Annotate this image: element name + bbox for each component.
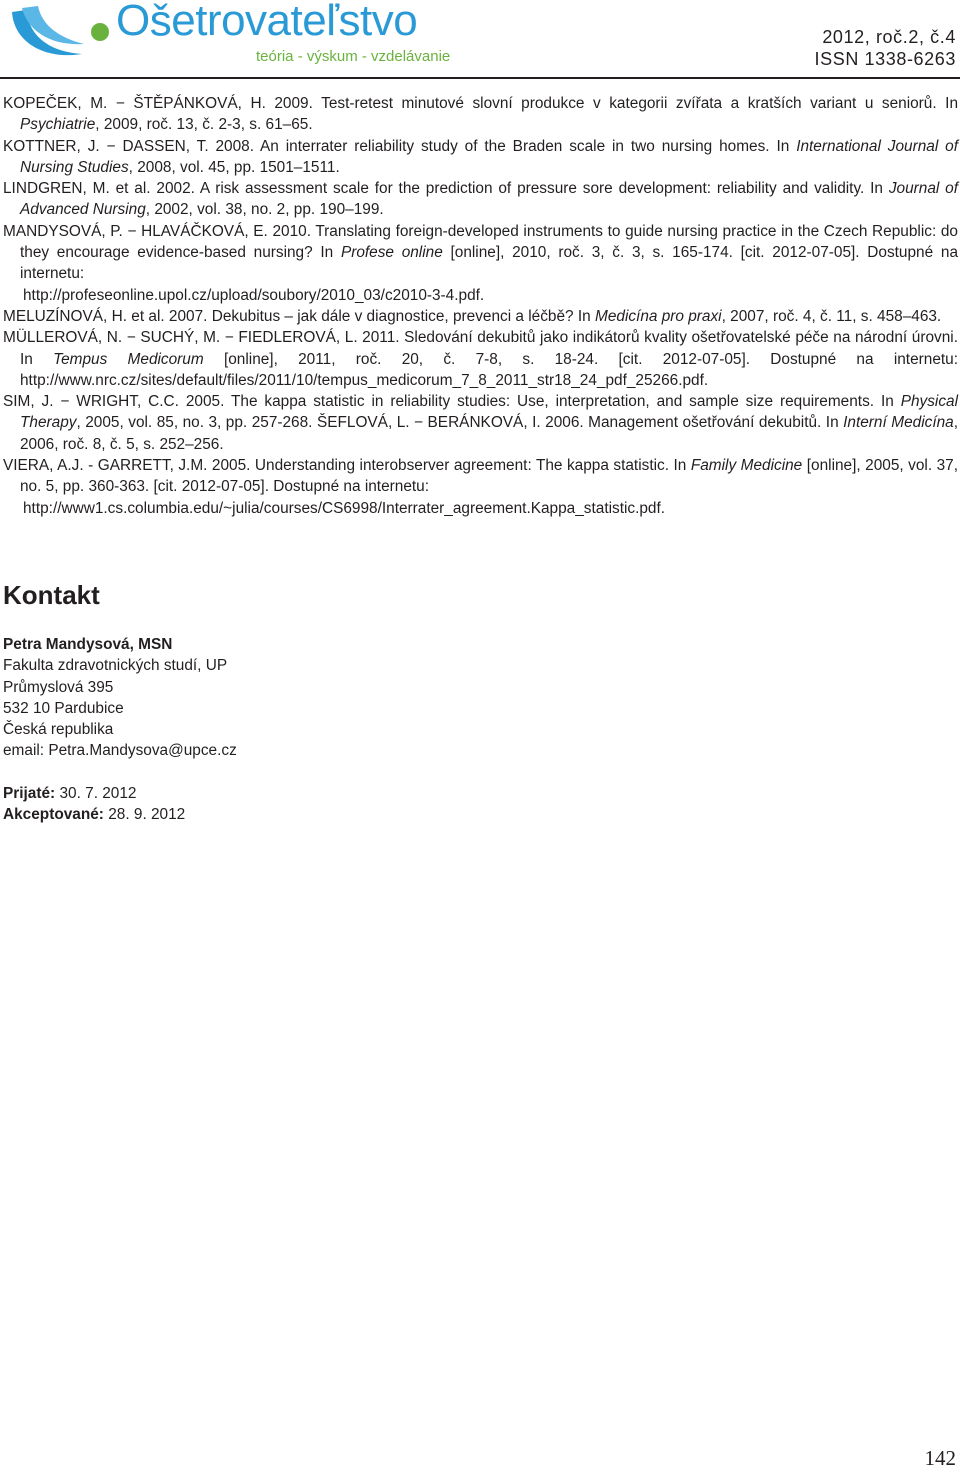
contact-name: Petra Mandysová, MSN: [3, 636, 173, 653]
issue-info: [815, 26, 957, 70]
reference-entry: [3, 178, 958, 221]
received-date: 30. 7. 2012: [55, 785, 137, 802]
reference-source: Profese online: [340, 244, 443, 262]
reference-entry: [3, 327, 958, 391]
accepted-label: Akceptované:: [3, 806, 104, 824]
received-label: Prijaté:: [3, 785, 56, 802]
reference-text: KOTTNER, J. − DASSEN, T. 2008. An interrater reliability study of the Braden scale in two nursing homes. In: [3, 137, 797, 155]
reference-entry: [3, 391, 958, 455]
contact-block: [3, 634, 237, 762]
journal-logo-icon: [4, 2, 114, 62]
reference-text: [online], 2010, roč. 3, č. 3, s. 165-174. [cit. 2012-07-05]. Dostupné na internetu:: [20, 244, 959, 283]
reference-source: International Journal of Nursing Studies: [20, 137, 958, 176]
contact-heading: Kontakt: [3, 580, 100, 610]
reference-text: LINDGREN, M. et al. 2002. A risk assessment scale for the prediction of pressure sore development: reliability and validity. In: [3, 180, 889, 198]
contact-line: 532 10 Pardubice: [3, 699, 124, 717]
reference-source: Family Medicine: [690, 457, 803, 475]
reference-text: MANDYSOVÁ, P. − HLAVÁČKOVÁ, E. 2010. Translating foreign-developed instruments to guide nursing practice in the Czech Republic: do they encourage evidence-based nursing? In: [3, 222, 958, 262]
reference-text: , 2007, roč. 4, č. 11, s. 458–463.: [721, 307, 942, 325]
reference-source: Interní Medicína: [843, 414, 954, 432]
reference-text: , 2009, roč. 13, č. 2-3, s. 61–65.: [95, 116, 313, 134]
reference-list: [3, 93, 958, 519]
reference-text: SIM, J. − WRIGHT, C.C. 2005. The kappa statistic in reliability studies: Use, interpretation, and sample size requirements. In: [3, 393, 901, 411]
journal-title: Ošetrovateľstvo: [116, 0, 418, 45]
reference-entry: [3, 221, 958, 306]
header-divider: [0, 77, 960, 79]
reference-entry: [3, 306, 958, 327]
page-header: [0, 0, 960, 80]
reference-url[interactable]: http://www1.cs.columbia.edu/~julia/courses/CS6998/Interrater_agreement.Kappa_statistic.pdf.: [23, 499, 666, 517]
reference-entry: [3, 455, 958, 519]
reference-text: , 2008, vol. 45, pp. 1501–1511.: [128, 158, 340, 176]
contact-line: Česká republika: [3, 721, 114, 739]
reference-text: [online], 2005, vol. 37, no. 5, pp. 360-363. [cit. 2012-07-05]. Dostupné na internetu:: [20, 457, 959, 496]
reference-text: MELUZÍNOVÁ, H. et al. 2007. Dekubitus – jak dále v diagnostice, prevenci a léčbě? In: [3, 307, 595, 325]
contact-email: email: Petra.Mandysova@upce.cz: [3, 742, 237, 760]
reference-url[interactable]: http://profeseonline.upol.cz/upload/soubory/2010_03/c2010-3-4.pdf.: [23, 286, 485, 304]
reference-entry: [3, 136, 958, 179]
reference-text: VIERA, A.J. - GARRETT, J.M. 2005. Understanding interobserver agreement: The kappa statistic. In: [3, 457, 691, 475]
reference-source: Tempus Medicorum: [53, 350, 204, 368]
reference-text: [online], 2011, roč. 20, č. 7-8, s. 18-24. [cit. 2012-07-05]. Dostupné na internetu: http://www.nrc.cz/sites/default/files/2011/10/tempus_medicorum_7_8_2011_str18_24_pdf_25266.pdf.: [20, 350, 958, 389]
accepted-date: 28. 9. 2012: [103, 806, 186, 824]
reference-text: KOPEČEK, M. − ŠTĚPÁNKOVÁ, H. 2009. Test-retest minutové slovní produkce v kategorii zvířata a kratších variant u seniorů. In: [3, 95, 958, 112]
contact-line: Průmyslová 395: [3, 678, 114, 696]
reference-text: , 2002, vol. 38, no. 2, pp. 190–199.: [145, 201, 384, 219]
reference-source: Medicína pro praxi: [595, 307, 722, 325]
reference-entry: [3, 93, 958, 136]
issue-line: 2012, roč.2, č.4: [822, 27, 956, 47]
reference-source: Psychiatrie: [20, 116, 96, 134]
reference-source: Journal of Advanced Nursing: [20, 180, 958, 219]
reference-text: MÜLLEROVÁ, N. − SUCHÝ, M. − FIEDLEROVÁ, L. 2011. Sledování dekubitů jako indikátorů kvality ošetřovatelské péče na národní úrovni. In: [3, 329, 958, 368]
reference-text: , 2006, roč. 8, č. 5, s. 252–256.: [20, 414, 958, 453]
submission-dates: [3, 783, 185, 826]
journal-subtitle: teória - výskum - vzdelávanie: [256, 48, 451, 65]
page-number: 142: [924, 1446, 956, 1470]
reference-source: Physical Therapy: [20, 393, 958, 432]
reference-text: , 2005, vol. 85, no. 3, pp. 257-268. ŠEFLOVÁ, L. − BERÁNKOVÁ, I. 2006. Management ošetřování dekubitů. In: [76, 414, 844, 432]
contact-line: Fakulta zdravotnických studí, UP: [3, 657, 228, 675]
issn-line: ISSN 1338-6263: [814, 49, 956, 69]
